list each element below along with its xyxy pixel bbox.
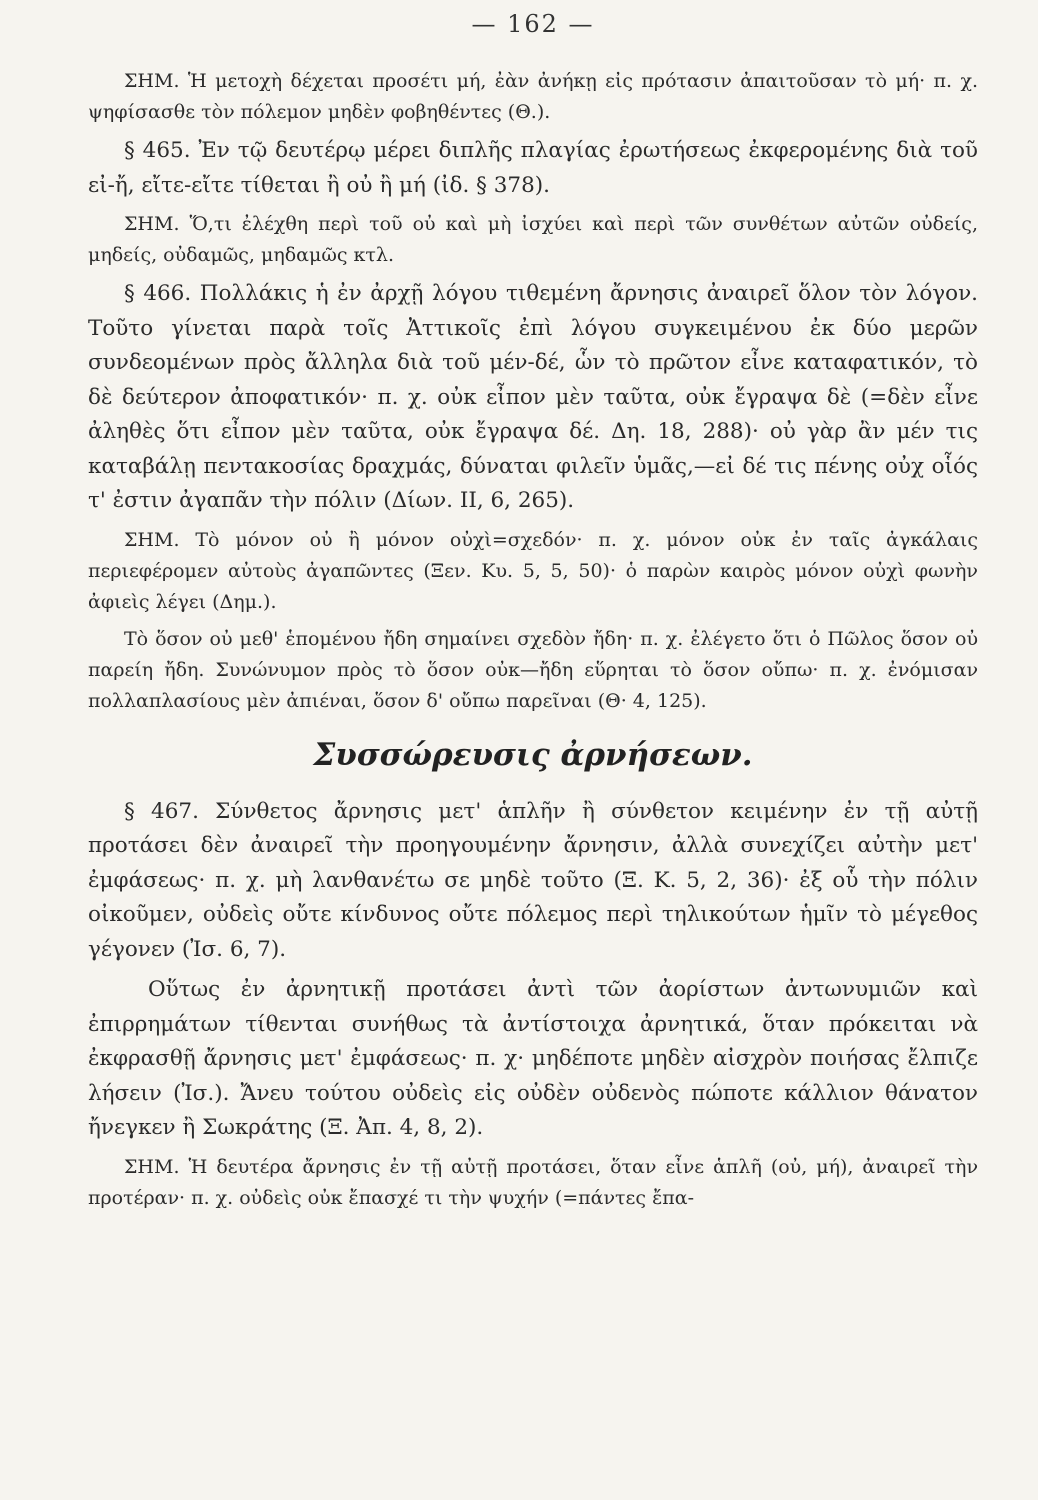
section-465: § 465. Ἐν τῷ δευτέρῳ μέρει διπλῆς πλαγίας ἐρωτήσεως ἐκφερομένης διὰ τοῦ εἰ-ἤ, εἴτε-εἴτε τίθεται ἢ οὐ ἢ μή (ἰδ. § 378). xyxy=(88,138,978,198)
body-paragraph: Οὕτως ἐν ἀρνητικῇ προτάσει ἀντὶ τῶν ἀορίστων ἀντωνυμιῶν καὶ ἐπιρρημάτων τίθενται συνήθως τὰ ἀντίστοιχα ἀρνητικά, ὅταν πρόκειται νὰ ἐκφρασθῇ ἄρνησις μετ' ἐμφάσεως· π. χ· μηδέποτε μηδὲν αἰσχρὸν ποιήσας ἔλπιζε λήσειν (Ἰσ.). Ἄνευ τούτου οὐδεὶς εἰς οὐδὲν οὐδενὸς πώποτε κάλλιον θάνατον ἤνεγκεν ἢ Σωκράτης (Ξ. Ἀπ. 4, 8, 2). xyxy=(88,977,978,1140)
section-467: § 467. Σύνθετος ἄρνησις μετ' ἁπλῆν ἢ σύνθετον κειμένην ἐν τῇ αὐτῇ προτάσει δὲν ἀναιρεῖ τὴν προηγουμένην ἄρνησιν, ἀλλὰ συνεχίζει αὐτὴν μετ' ἐμφάσεως· π. χ. μὴ λανθανέτω σε μηδὲ τοῦτο (Ξ. Κ. 5, 2, 36)· ἐξ οὗ τὴν πόλιν οἰκοῦμεν, οὐδεὶς οὔτε κίνδυνος οὔτε πόλεμος περὶ τηλικούτων ἡμῖν τὸ μέγεθος γέγονεν (Ἰσ. 6, 7). xyxy=(88,798,978,962)
note-paragraph: ΣΗΜ. Ἡ δευτέρα ἄρνησις ἐν τῇ αὐτῇ προτάσει, ὅταν εἶνε ἁπλῆ (οὐ, μή), ἀναιρεῖ τὴν προτέραν· π. χ. οὐδεὶς οὐκ ἔπασχέ τι τὴν ψυχήν (=πάντες ἔπα- xyxy=(88,1155,978,1209)
page-number: — 162 — xyxy=(471,10,595,38)
section-heading: Συσσώρευσις ἀρνήσεων. xyxy=(313,736,753,773)
note-paragraph: ΣΗΜ. Ἡ μετοχὴ δέχεται προσέτι μή, ἐὰν ἀνήκῃ εἰς πρότασιν ἀπαιτοῦσαν τὸ μή· π. χ. ψηφίσασθε τὸν πόλεμον μηδὲν φοβηθέντες (Θ.). xyxy=(88,70,978,123)
book-page xyxy=(88,10,978,1220)
note-paragraph: ΣΗΜ. Ὅ,τι ἐλέχθη περὶ τοῦ οὐ καὶ μὴ ἰσχύει καὶ περὶ τῶν συνθέτων αὐτῶν οὐδείς, μηδείς, οὐδαμῶς, μηδαμῶς κτλ. xyxy=(88,213,978,266)
note-paragraph: ΣΗΜ. Τὸ μόνον οὐ ἢ μόνον οὐχὶ=σχεδόν· π. χ. μόνον οὐκ ἐν ταῖς ἀγκάλαις περιεφέρομεν αὐτοὺς ἀγαπῶντες (Ξεν. Κυ. 5, 5, 50)· ὁ παρὼν καιρὸς μόνον οὐχὶ φωνὴν ἀφιεὶς λέγει (Δημ.). xyxy=(88,528,978,613)
note-paragraph: Τὸ ὅσον οὐ μεθ' ἑπομένου ἤδη σημαίνει σχεδὸν ἤδη· π. χ. ἐλέγετο ὅτι ὁ Πῶλος ὅσον οὐ παρείη ἤδη. Συνώνυμον πρὸς τὸ ὅσον οὐκ—ἤδη εὕρηται τὸ ὅσον οὔπω· π. χ. ἐνόμισαν πολλαπλασίους μὲν ἀπιέναι, ὅσον δ' οὔπω παρεῖναι (Θ· 4, 125). xyxy=(88,627,978,712)
section-466: § 466. Πολλάκις ἡ ἐν ἀρχῇ λόγου τιθεμένη ἄρνησις ἀναιρεῖ ὅλον τὸν λόγον. Τοῦτο γίνεται παρὰ τοῖς Ἀττικοῖς ἐπὶ λόγου συγκειμένου ἐκ δύο μερῶν συνδεομένων πρὸς ἄλληλα διὰ τοῦ μέν-δέ, ὧν τὸ πρῶτον εἶνε καταφατικόν, τὸ δὲ δεύτερον ἀποφατικόν· π. χ. οὐκ εἶπον μὲν ταῦτα, οὐκ ἔγραψα δὲ (=δὲν εἶνε ἀληθὲς ὅτι εἶπον μὲν ταῦτα, οὐκ ἔγραψα δέ. Δη. 18, 288)· οὐ γὰρ ἂν μέν τις καταβάλῃ πεντακοσίας δραχμάς, δύναται φιλεῖν ὑμᾶς,—εἰ δέ τις πένης οὐχ οἷός τ' ἐστιν ἀγαπᾶν τὴν πόλιν (Δίων. II, 6, 265). xyxy=(88,281,978,513)
